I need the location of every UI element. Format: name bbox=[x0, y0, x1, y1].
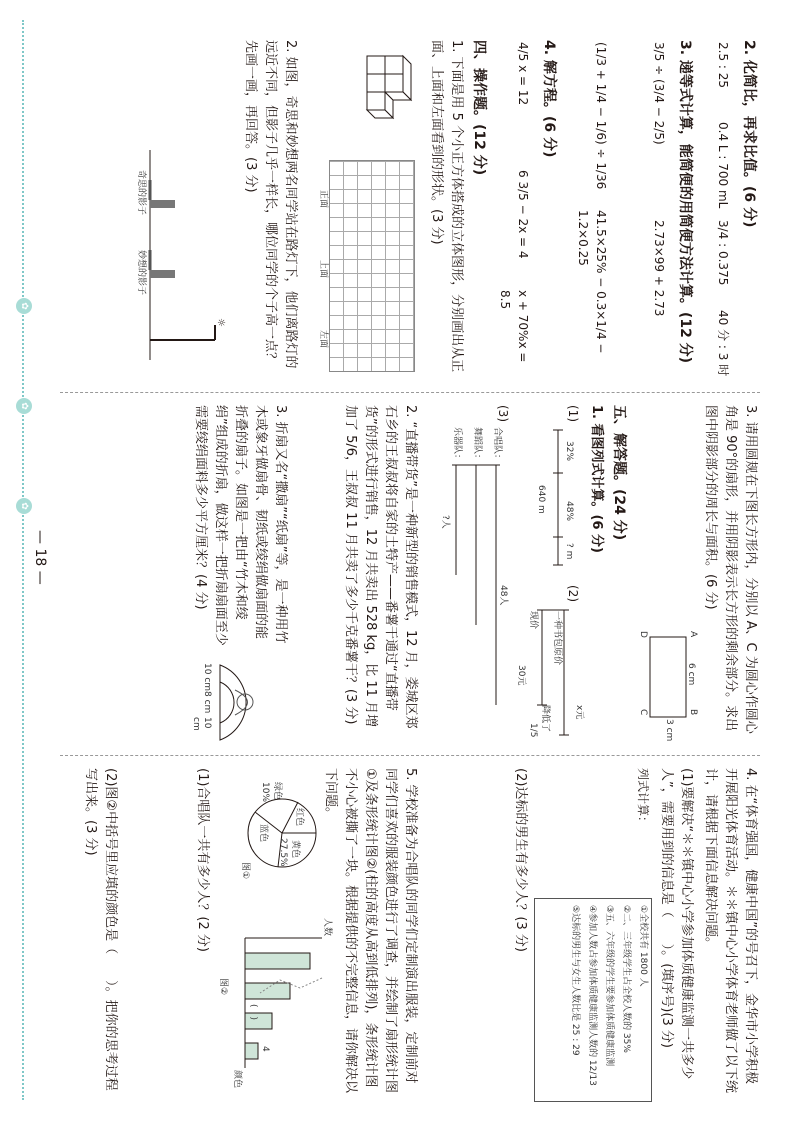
q2-item: 3/4 : 0.375 bbox=[716, 220, 730, 286]
bar-known-value: 4 bbox=[260, 1046, 270, 1052]
q1b-row1: 一种书包原价 bbox=[552, 611, 562, 666]
q2-item: 40 分 : 3 时 bbox=[716, 310, 730, 377]
column-divider bbox=[60, 392, 760, 393]
q4-calc-label: 列式计算： bbox=[636, 768, 650, 829]
q3-item: (1/3 + 1/4 − 1/6) ÷ 1/36 bbox=[594, 42, 608, 190]
q1a-label: (1) bbox=[566, 405, 580, 422]
pie-pct-yellow: 27.5% bbox=[278, 838, 288, 867]
q1a-p2: 48% bbox=[564, 501, 574, 522]
q4-title: 4. 解方程。(6 分) bbox=[541, 40, 557, 158]
q1c-total: 48人 bbox=[498, 585, 508, 606]
info-item: ④参加人数占参加体质健康监测人数的 12/13 bbox=[587, 905, 597, 1086]
dim-width: 3 cm bbox=[664, 719, 674, 742]
pie-label-green: 绿色 bbox=[272, 782, 282, 801]
q1a-total: 640 m bbox=[536, 485, 546, 514]
bar-chart bbox=[230, 918, 330, 1088]
info-item: ③五、六年级的学生要参加体质健康监测 bbox=[604, 905, 614, 1067]
dot-badge-icon: ✿ bbox=[16, 398, 32, 414]
q2-item: 2.5 : 25 bbox=[716, 42, 730, 89]
q1b-label: (2) bbox=[566, 585, 580, 602]
bottom-dotted-rule bbox=[22, 20, 24, 1100]
fan-dim-outer-left: 10 cm bbox=[202, 663, 212, 692]
q5-clothes-text: 5. 学校准备为合唱队的同学们定制演出服装，定制前对同学们喜欢的服装颜色进行了调查，并绘制了扇形统计图①及条形统计图②(柱的高度从高到低排列)，条形统计图不小心被撕了一块。根据提供的不完整信息，请你解决以下问题。 bbox=[323, 768, 418, 1094]
q2-livestream-text: 2. “直播带货”是一种新型的销售模式，12 月，娄城区郑石乡的王叔叔将自家的土特产——番薯干通过“直播带货”的形式进行销售，12 月共卖出 528 kg，比 11 月增加了 5/6，王叔叔 11 月共卖了多少千克番薯干？(3 分) bbox=[343, 405, 418, 729]
q1c-label: (3) bbox=[496, 405, 510, 422]
info-item: ①全校共有 1800 人 bbox=[638, 905, 648, 987]
q1c-row3: 乐器队： bbox=[452, 427, 462, 464]
page-number: — 18 — bbox=[32, 530, 48, 585]
point-d: D bbox=[638, 631, 648, 638]
shadow-label-qisi: 奇思的影子 bbox=[136, 170, 146, 216]
section-5-title: 五、解答题。(24 分) bbox=[611, 405, 627, 541]
info-box bbox=[534, 898, 652, 1102]
q2-title: 2. 化简比，再求比值。(6 分) bbox=[741, 40, 757, 228]
point-a: A bbox=[688, 631, 698, 638]
q4-pe-text: 4. 在“体育强国，健康中国”的号召下，金华市小学积极开展阳光体育活动。＊＊镇中心小学体育老师做了以下统计，请根据下面信息解决问题。 bbox=[703, 768, 758, 1094]
grid-label-left: 左面 bbox=[318, 330, 328, 349]
sun-icon: ☼ bbox=[215, 318, 226, 327]
op2-text: 2. 如图，奇思和妙想两名同学站在路灯下，他们离路灯的远近不同，但影子几乎一样长，哪位同学的个子高一点？先画一画，再回答。(3 分) bbox=[243, 40, 298, 369]
q1c-row2: 舞蹈队： bbox=[472, 427, 482, 464]
q3-rect-text: 3. 请用圆规在下图长方形内，分别以 A、C 为圆心作圆心角是 90°的扇形，并用阴影表示长方形的剩余部分。求出图中阴影部分的周长与面积。(6 分) bbox=[703, 405, 758, 734]
q3-fan-text: 3. 折扇又名“撒扇”“纸扇”等，是一种用竹木或象牙做扇骨、韧纸或绫绢做扇面的能折叠的扇子。如图是一把由“竹木和绫绢”组成的折扇，做这样一把折扇扇面至少需要绫绢面料多少平方厘米？(4 分) bbox=[193, 405, 288, 646]
dot-badge-icon: ✿ bbox=[16, 498, 32, 514]
q1a-p1: 32% bbox=[564, 441, 574, 462]
fan-dim-outer-right: 10 cm bbox=[191, 717, 212, 731]
bar-xlabel: 颜色 bbox=[232, 1070, 242, 1089]
pie-pct-green: 10% bbox=[260, 782, 270, 803]
bar-blank: ( ) bbox=[248, 1004, 258, 1021]
fan-dim-inner: 8 cm bbox=[202, 691, 212, 714]
q1b-frac: 1/5 bbox=[528, 723, 538, 738]
column-1 bbox=[60, 40, 760, 380]
drawing-grid[interactable] bbox=[329, 160, 415, 372]
grid-label-front: 正面 bbox=[318, 190, 328, 209]
q3-item: 2.73×99 + 2.73 bbox=[652, 220, 666, 317]
q1-title: 1. 看图列式计算。(6 分) bbox=[589, 405, 604, 553]
q1b-note: 降低了 bbox=[540, 705, 550, 733]
column-3 bbox=[60, 768, 760, 1098]
q2-item: 0.4 L : 700 mL bbox=[716, 122, 730, 209]
pie-label-red: 红色 bbox=[294, 808, 304, 827]
q1c-q: ?人 bbox=[440, 515, 450, 529]
point-b: B bbox=[688, 709, 698, 716]
q4-item: 4/5 x = 12 bbox=[516, 42, 530, 106]
q4-sub2: (2)达标的男生有多少人？(3 分) bbox=[513, 768, 528, 952]
pie-label-blue: 蓝色 bbox=[258, 824, 268, 843]
section-4-title: 四、操作题。(12 分) bbox=[471, 40, 487, 176]
q4-item: 6 3/5 − 2x = 4 bbox=[516, 170, 530, 259]
q1c-row1: 合唱队： bbox=[492, 427, 502, 464]
q1b-amount: 30元 bbox=[516, 665, 526, 686]
q3-title: 3. 递等式计算，能简便的用简便方法计算。(12 分) bbox=[677, 40, 693, 364]
column-2 bbox=[60, 405, 760, 745]
info-item: ②二、三年级学生占全校人数的 35% bbox=[621, 905, 631, 1053]
op1-text: 1. 下面是用 5 个小正方体搭成的立体图形，分别画出从正面、上面和左面看到的形状。(3 分) bbox=[429, 40, 464, 373]
cube-stack-figure bbox=[345, 50, 415, 130]
q3-item: 41.5×25% − 0.3×1/4 − 1.2×0.25 bbox=[576, 210, 608, 354]
q5-sub2: (2)图②中括号里应填的颜色是（ ）。把你的思考过程写出来。(3 分) bbox=[83, 768, 118, 1091]
bar-ylabel: 人数 bbox=[322, 918, 332, 937]
q1b-row2: 现价 bbox=[528, 611, 538, 630]
dot-badge-icon: ✿ bbox=[16, 298, 32, 314]
bar-caption: 图② bbox=[218, 978, 228, 996]
info-item: ⑤达标的男生与女生人数比是 25 : 29 bbox=[570, 905, 580, 1056]
pie-label-yellow: 黄色 bbox=[290, 840, 300, 859]
column-divider bbox=[60, 755, 760, 756]
q5-sub1: (1)合唱队一共有多少人？(2 分) bbox=[195, 768, 210, 952]
shadow-label-miaoxiang: 妙想的影子 bbox=[136, 250, 146, 296]
point-c: C bbox=[638, 709, 648, 716]
pie-caption: 图① bbox=[240, 862, 250, 880]
dim-length: 6 cm bbox=[686, 663, 696, 686]
q1b-top: x元 bbox=[574, 705, 584, 720]
q3-item: 3/5 ÷ (3/4 − 2/5) bbox=[652, 42, 666, 145]
grid-label-top: 上面 bbox=[318, 260, 328, 279]
segment-diagram-3 bbox=[440, 425, 510, 725]
q1a-q: ? m bbox=[564, 543, 574, 560]
q4-sub1: (1)要解决“＊＊镇中心小学参加体质健康监测一共多少人”，需要用到的信息是（ ）。(填序号)(3 分) bbox=[659, 768, 694, 1080]
folding-fan-figure bbox=[200, 660, 290, 745]
q4-item: x + 70%x = 8.5 bbox=[498, 290, 530, 363]
